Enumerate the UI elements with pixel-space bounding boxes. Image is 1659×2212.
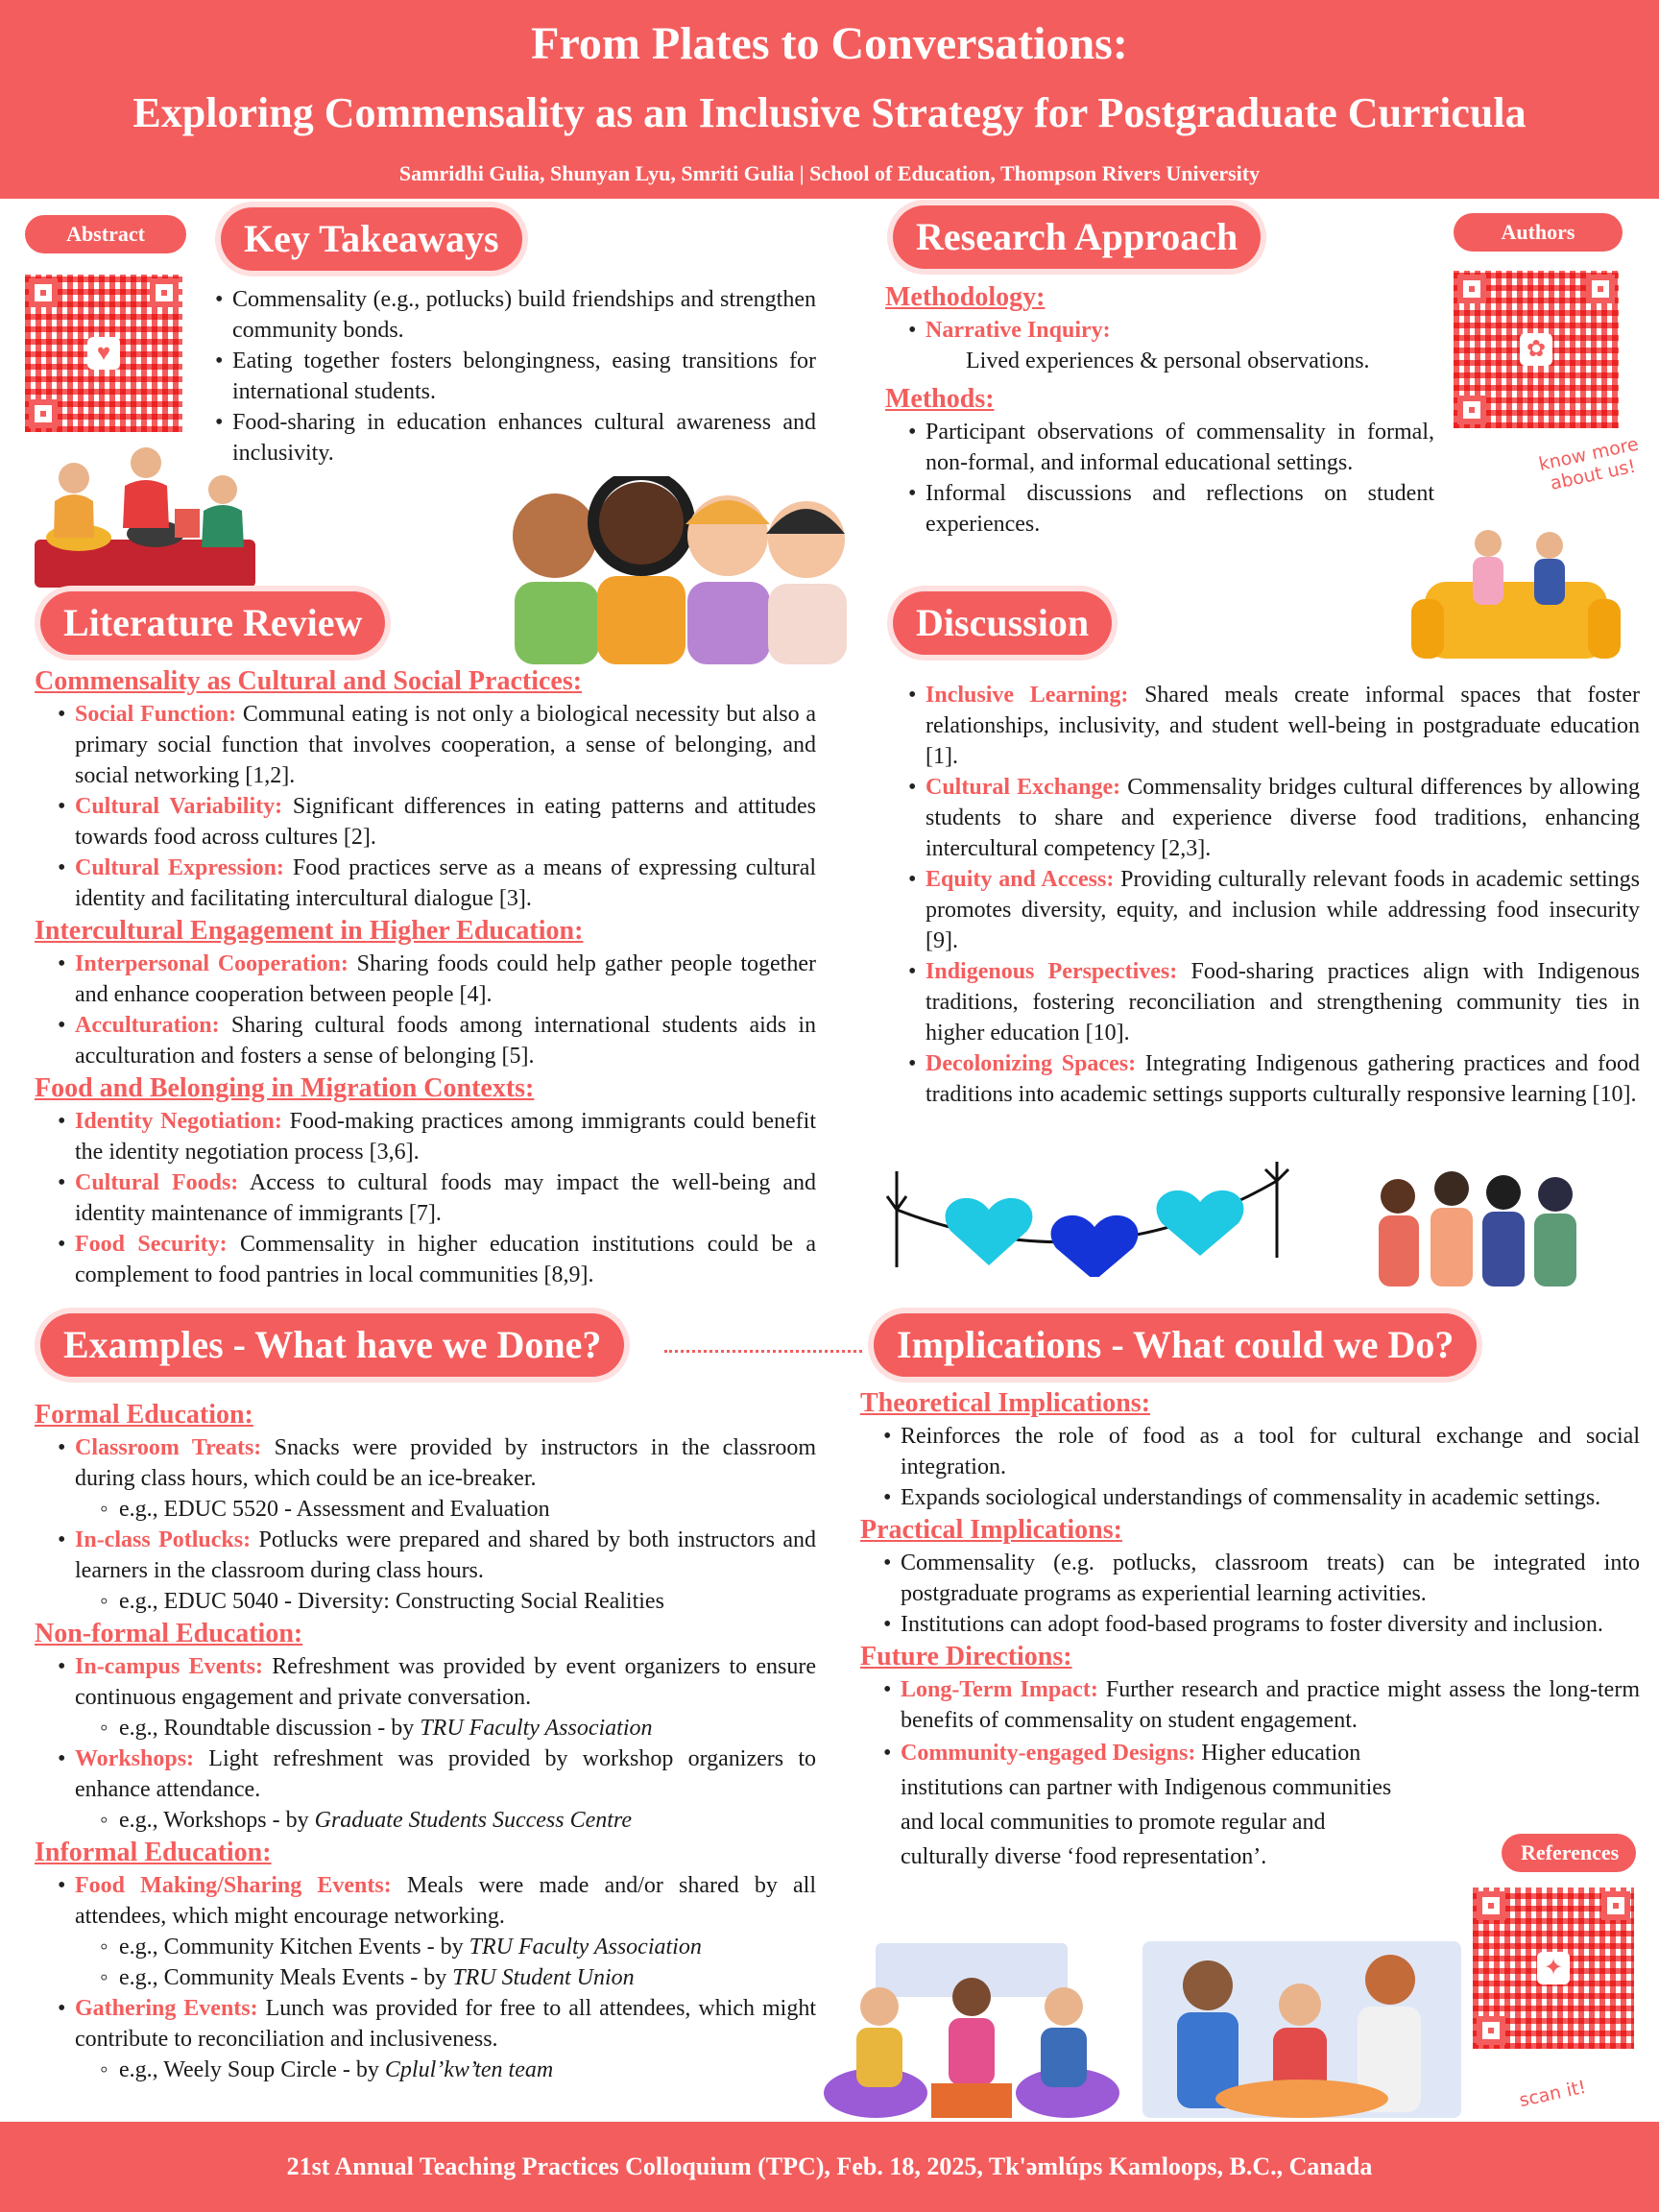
list-item: • Commensality (e.g., potlucks) build friendships and strengthen community bonds.	[211, 284, 816, 346]
list-item: • Workshops: Light refreshment was provided by workshop organizers to enhance attendance. ◦ e.g., Workshops - by Graduate Students Success Centre	[54, 1743, 816, 1836]
list-item: • Cultural Variability: Significant differences in eating patterns and attitudes towards food across cultures [2].	[54, 791, 816, 853]
list-item: • Food Making/Sharing Events: Meals were made and/or shared by all attendees, which might encourage networking. ◦ e.g., Community Kitchen Events - by TRU Faculty Association ◦ e.g., Community Meals Events - by TRU Student Union	[54, 1870, 816, 1993]
implications-section	[860, 1386, 1640, 1874]
heart-garland-icon	[883, 1152, 1306, 1277]
list-item: • Indigenous Perspectives: Food-sharing practices align with Indigenous traditions, fostering reconciliation and strengthening community ties in higher education [10].	[904, 956, 1640, 1048]
discussion-section	[885, 680, 1640, 1110]
list-item: • Eating together fosters belongingness, easing transitions for international students.	[211, 346, 816, 407]
methods-title: Methods:	[885, 384, 995, 414]
examples-heading: Examples - What have we Done?	[40, 1313, 624, 1377]
list-item: • Cultural Expression: Food practices serve as a means of expressing cultural identity and facilitating intercultural dialogue [3].	[54, 853, 816, 914]
abstract-qr-code-icon[interactable]: ♥	[21, 271, 186, 436]
list-item: • Classroom Treats: Snacks were provided by instructors in the classroom during class hours, which could be an ice-breaker. ◦ e.g., EDUC 5520 - Assessment and Evaluation	[54, 1432, 816, 1525]
literature-subheading: Commensality as Cultural and Social Practices:	[35, 666, 583, 696]
list-item: • Cultural Exchange: Commensality bridges cultural differences by allowing students to share and experience diverse food traditions, enhancing intercultural competency [2,3].	[904, 772, 1640, 864]
implications-subheading: Theoretical Implications:	[860, 1388, 1151, 1418]
pizza-friends-illustration	[818, 1939, 1125, 2122]
friends-group-illustration	[497, 476, 851, 664]
list-item: • Inclusive Learning: Shared meals create informal spaces that foster relationships, inclusivity, and student well-being in postgraduate education [1].	[904, 680, 1640, 772]
key-takeaways-heading: Key Takeaways	[221, 207, 522, 271]
list-item: • Institutions can adopt food-based programs to foster diversity and inclusion.	[879, 1609, 1640, 1640]
list-item: • Commensality (e.g. potlucks, classroom treats) can be integrated into postgraduate programs as experiential learning activities.	[879, 1548, 1640, 1609]
know-more-note: know more about us!	[1536, 433, 1641, 494]
literature-review-section	[35, 664, 816, 1290]
implications-subheading: Practical Implications:	[860, 1515, 1122, 1545]
dinner-friends-illustration	[1139, 1937, 1465, 2122]
discussion-heading: Discussion	[893, 591, 1112, 655]
list-item: • Equity and Access: Providing culturally relevant foods in academic settings promotes diversity, equity, and inclusion while addressing food insecurity [9].	[904, 864, 1640, 956]
examples-subheading: Non-formal Education:	[35, 1619, 303, 1648]
references-qr-code-icon[interactable]: ✦	[1469, 1884, 1638, 2053]
authors-label: Authors	[1454, 213, 1623, 252]
literature-review-heading: Literature Review	[40, 591, 385, 655]
methodology-title: Methodology:	[885, 282, 1046, 312]
examples-subheading: Informal Education:	[35, 1838, 272, 1867]
list-item: • Gathering Events: Lunch was provided for free to all attendees, which might contribute to reconciliation and inclusiveness. ◦ e.g., Weely Soup Circle - by Cplul’kw’ten team	[54, 1993, 816, 2085]
group-hug-illustration	[1359, 1167, 1609, 1286]
list-item: • Expands sociological understandings of commensality in academic settings.	[879, 1482, 1640, 1513]
list-item: • Social Function: Communal eating is not only a biological necessity but also a primary social function that involves cooperation, a sense of belonging, and social networking [1,2].	[54, 699, 816, 791]
abstract-label: Abstract	[25, 215, 186, 253]
list-item: • Reinforces the role of food as a tool for cultural exchange and social integration.	[879, 1421, 1640, 1482]
poster-title: From Plates to Conversations:	[531, 18, 1128, 69]
cooking-people-illustration	[31, 442, 261, 593]
poster-authors: Samridhi Gulia, Shunyan Lyu, Smriti Gulia | School of Education, Thompson Rivers University	[398, 161, 1261, 185]
section-connector	[664, 1350, 862, 1353]
list-item: • Informal discussions and reflections on student experiences.	[904, 478, 1434, 540]
list-item: • Interpersonal Cooperation: Sharing foods could help gather people together and enhance cooperation between people [4].	[54, 949, 816, 1010]
list-item: • Long-Term Impact: Further research and practice might assess the long-term benefits of commensality on student engagement.	[879, 1674, 1640, 1736]
list-item: • Community-engaged Designs: Higher education institutions can partner with Indigenous communities and local communities to promote regular and culturally diverse ‘food representation’.	[879, 1736, 1417, 1874]
references-label: References	[1502, 1834, 1636, 1872]
implications-subheading: Future Directions:	[860, 1642, 1072, 1671]
research-approach-section	[885, 280, 1434, 540]
footer-banner: 21st Annual Teaching Practices Colloquium (TPC), Feb. 18, 2025, Tk'əmlúps Kamloops, B.C., Canada	[0, 2122, 1659, 2212]
title-banner	[0, 0, 1659, 199]
scan-it-note: scan it!	[1517, 2076, 1588, 2112]
list-item: • Food Security: Commensality in higher education institutions could be a complement to food pantries in local communities [8,9].	[54, 1229, 816, 1290]
list-item: • Acculturation: Sharing cultural foods among international students aids in acculturation and fosters a sense of belonging [5].	[54, 1010, 816, 1071]
list-item: • Decolonizing Spaces: Integrating Indigenous gathering practices and food traditions into academic settings supports culturally responsive learning [10].	[904, 1048, 1640, 1110]
list-item: • In-class Potlucks: Potlucks were prepared and shared by both instructors and learners in the classroom during class hours. ◦ e.g., EDUC 5040 - Diversity: Constructing Social Realities	[54, 1525, 816, 1617]
literature-subheading: Food and Belonging in Migration Contexts:	[35, 1073, 535, 1103]
list-item: • Identity Negotiation: Food-making practices among immigrants could benefit the identity negotiation process [3,6].	[54, 1106, 816, 1167]
couch-friends-illustration	[1406, 515, 1623, 678]
list-item: • Narrative Inquiry:	[904, 315, 1434, 346]
poster-subtitle: Exploring Commensality as an Inclusive Strategy for Postgraduate Curricula	[132, 89, 1527, 136]
authors-qr-code-icon[interactable]: ✿	[1450, 267, 1623, 432]
list-item: • Participant observations of commensality in formal, non-formal, and informal educational settings.	[904, 417, 1434, 478]
literature-subheading: Intercultural Engagement in Higher Education:	[35, 916, 584, 946]
research-approach-heading: Research Approach	[893, 205, 1261, 269]
list-item: • Food-sharing in education enhances cultural awareness and inclusivity.	[211, 407, 816, 469]
examples-section	[35, 1398, 816, 2085]
examples-subheading: Formal Education:	[35, 1400, 253, 1430]
key-takeaways-list	[211, 284, 816, 469]
methodology-text: Lived experiences & personal observations.	[966, 349, 1370, 373]
list-item: • In-campus Events: Refreshment was provided by event organizers to ensure continuous engagement and private conversation. ◦ e.g., Roundtable discussion - by TRU Faculty Association	[54, 1651, 816, 1743]
list-item: • Cultural Foods: Access to cultural foods may impact the well-being and identity maintenance of immigrants [7].	[54, 1167, 816, 1229]
implications-heading: Implications - What could we Do?	[874, 1313, 1477, 1377]
